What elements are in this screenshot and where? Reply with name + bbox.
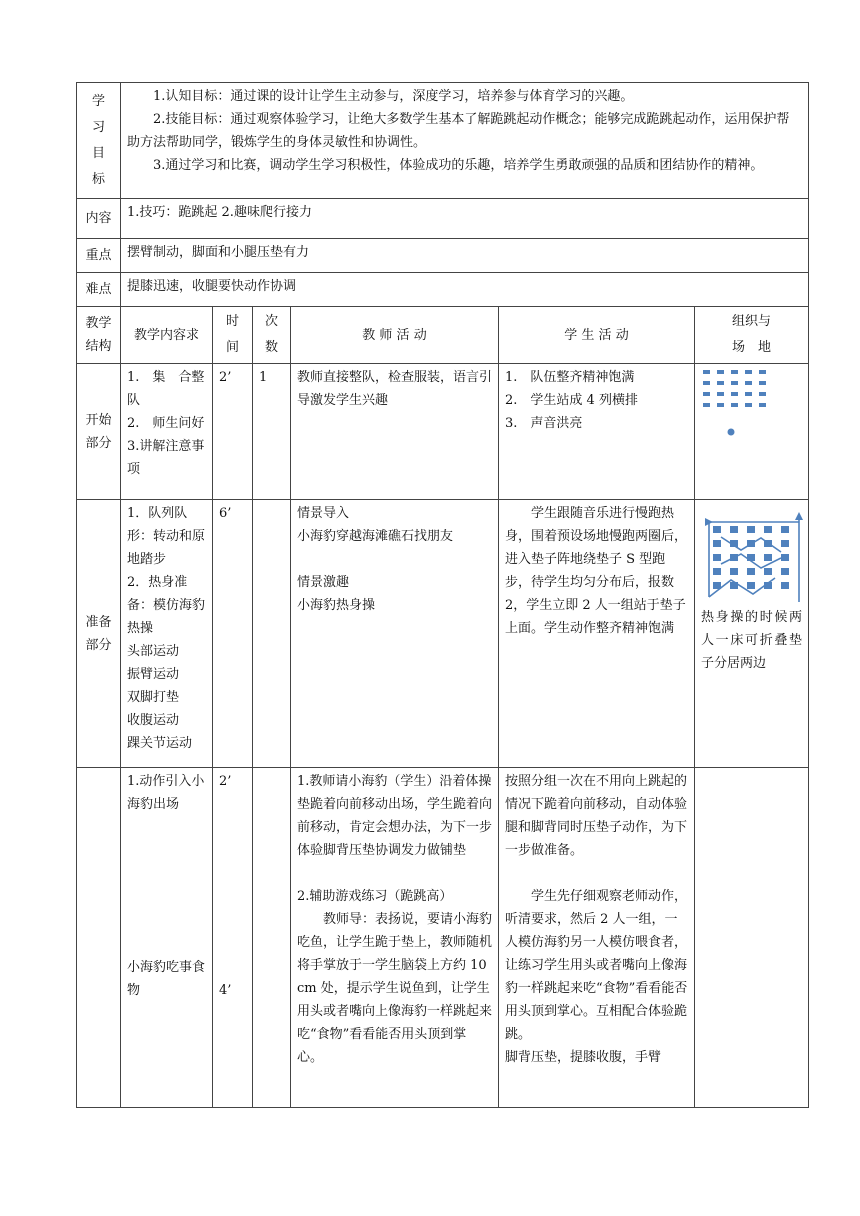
difficulty-text: 提膝迅速，收腿要快动作协调 xyxy=(121,273,809,307)
teacher-marker xyxy=(728,429,735,436)
content-row xyxy=(77,199,809,239)
prep-label: 准备部分 xyxy=(77,500,121,768)
student-marker xyxy=(731,381,738,385)
warmup-route-diagram xyxy=(701,502,805,606)
prep-org-note: 热身操的时候两人一床可折叠垫子分居两边 xyxy=(701,610,803,671)
mat-marker xyxy=(713,554,721,561)
mat-marker xyxy=(764,540,772,547)
header-time: 时 间 xyxy=(213,307,253,364)
main-time: 2’ 4’ xyxy=(213,768,253,1108)
mat-marker xyxy=(781,568,789,575)
mat-marker xyxy=(730,526,738,533)
prep-count xyxy=(253,500,291,768)
student-marker xyxy=(703,370,710,374)
key-label: 重点 xyxy=(77,239,121,273)
main-content: 1.动作引入小海豹出场 小海豹吃事食物 xyxy=(121,768,213,1108)
main-org xyxy=(695,768,809,1108)
start-label: 开始部分 xyxy=(77,364,121,500)
student-marker xyxy=(703,392,710,396)
mat-marker xyxy=(747,540,755,547)
student-marker xyxy=(745,381,752,385)
student-marker xyxy=(759,403,766,407)
difficulty-label: 难点 xyxy=(77,273,121,307)
mat-marker xyxy=(781,582,789,589)
mat-marker xyxy=(747,554,755,561)
start-student: 1. 队伍整齐精神饱满 2. 学生站成 4 列横排 3. 声音洪亮 xyxy=(499,364,695,500)
mat-marker xyxy=(730,568,738,575)
mat-marker xyxy=(764,568,772,575)
prep-org xyxy=(695,500,809,768)
header-student: 学 生 活 动 xyxy=(499,307,695,364)
header-count: 次 数 xyxy=(253,307,291,364)
lesson-plan-page xyxy=(76,82,808,1108)
goals-label: 学 习 目 标 xyxy=(77,83,121,199)
student-marker xyxy=(717,403,724,407)
mat-marker xyxy=(781,554,789,561)
student-marker xyxy=(717,381,724,385)
main-count xyxy=(253,768,291,1108)
mat-marker xyxy=(781,540,789,547)
student-marker xyxy=(745,403,752,407)
mat-marker xyxy=(713,582,721,589)
header-structure: 教学结构 xyxy=(77,307,121,364)
student-marker xyxy=(759,370,766,374)
mat-marker xyxy=(713,540,721,547)
prep-time: 6’ xyxy=(213,500,253,768)
start-teacher: 教师直接整队，检查服装，语言引导激发学生兴趣 xyxy=(291,364,499,500)
mat-marker xyxy=(713,568,721,575)
start-content: 1. 集 合整队 2. 师生问好 3.讲解注意事项 xyxy=(121,364,213,500)
goal-affective: 3.通过学习和比赛，调动学生学习积极性，体验成功的乐趣，培养学生勇敢顽强的品质和团结协作的精神。 xyxy=(153,158,764,173)
header-row xyxy=(77,307,809,364)
mat-marker xyxy=(747,526,755,533)
student-marker xyxy=(703,381,710,385)
start-org xyxy=(695,364,809,500)
header-content-req: 教学内容求 xyxy=(121,307,213,364)
goals-row xyxy=(77,83,809,199)
header-org: 组织与 场 地 xyxy=(695,307,809,364)
goal-skill: 2.技能目标：通过观察体验学习，让绝大多数学生基本了解跪跳起动作概念；能够完成跪跳起动作，运用保护帮助方法帮助同学，锻炼学生的身体灵敏性和协调性。 xyxy=(127,112,790,150)
mat-marker xyxy=(730,582,738,589)
mat-marker xyxy=(764,554,772,561)
mat-marker xyxy=(764,526,772,533)
mat-marker xyxy=(781,526,789,533)
formation-diagram xyxy=(701,366,801,446)
prep-content: 1．队列队形：转动和原地踏步 2．热身准备：模仿海豹热操 头部运动 振臂运动 双脚打垫 收腹运动 踝关节运动 xyxy=(121,500,213,768)
mat-marker xyxy=(764,582,772,589)
main-teacher: 1.教师请小海豹（学生）沿着体操垫跪着向前移动出场，学生跪着向前移动，肯定会想办法，为下一步体验脚背压垫协调发力做铺垫 2.辅助游戏练习（跪跳高） 教师导：表扬说，要请小海豹吃鱼，让学生跪于垫上，教师随机将手掌放于一学生脑袋上方约 10cm 处，提示学生说鱼到，让学生用头或者嘴向上像海豹一样跳起来吃“食物”看看能否用头顶到掌心。 xyxy=(291,768,499,1108)
key-text: 摆臂制动，脚面和小腿压垫有力 xyxy=(121,239,809,273)
mat-marker xyxy=(730,540,738,547)
mat-marker xyxy=(747,582,755,589)
lesson-plan-table xyxy=(76,82,809,1108)
content-label: 内容 xyxy=(77,199,121,239)
content-text: 1.技巧：跪跳起 2.趣味爬行接力 xyxy=(121,199,809,239)
key-row xyxy=(77,239,809,273)
student-marker xyxy=(759,392,766,396)
student-marker xyxy=(731,392,738,396)
student-marker xyxy=(703,403,710,407)
student-marker xyxy=(717,370,724,374)
main-label xyxy=(77,768,121,1108)
header-teacher: 教 师 活 动 xyxy=(291,307,499,364)
student-marker xyxy=(731,370,738,374)
prep-student: 学生跟随音乐进行慢跑热身，围着预设场地慢跑两圈后，进入垫子阵地绕垫子 S 型跑步，待学生均匀分布后，报数 2，学生立即 2 人一组站于垫子上面。学生动作整齐精神饱满 xyxy=(499,500,695,768)
mat-marker xyxy=(730,554,738,561)
student-marker xyxy=(717,392,724,396)
mat-marker xyxy=(713,526,721,533)
student-marker xyxy=(759,381,766,385)
difficulty-row xyxy=(77,273,809,307)
mat-marker xyxy=(747,568,755,575)
student-marker xyxy=(745,370,752,374)
start-count: 1 xyxy=(253,364,291,500)
goal-cognitive: 1.认知目标：通过课的设计让学生主动参与，深度学习，培养参与体育学习的兴趣。 xyxy=(153,89,634,104)
main-student: 按照分组一次在不用向上跳起的情况下跪着向前移动，自动体验腿和脚背同时压垫子动作，为下一步做准备。 学生先仔细观察老师动作，听清要求，然后 2 人一组，一人模仿海豹另一人模仿喂食者，让练习学生用头或者嘴向上像海豹一样跳起来吃“食物”看看能否用头顶到掌心。互相配合体验跪跳。 脚背压垫，提膝收腹，手臂 xyxy=(499,768,695,1108)
start-time: 2’ xyxy=(213,364,253,500)
main-row xyxy=(77,768,809,1108)
goals-text xyxy=(121,83,809,199)
prep-teacher: 情景导入 小海豹穿越海滩礁石找朋友 情景激趣 小海豹热身操 xyxy=(291,500,499,768)
student-marker xyxy=(745,392,752,396)
student-marker xyxy=(731,403,738,407)
start-row xyxy=(77,364,809,500)
prep-row xyxy=(77,500,809,768)
